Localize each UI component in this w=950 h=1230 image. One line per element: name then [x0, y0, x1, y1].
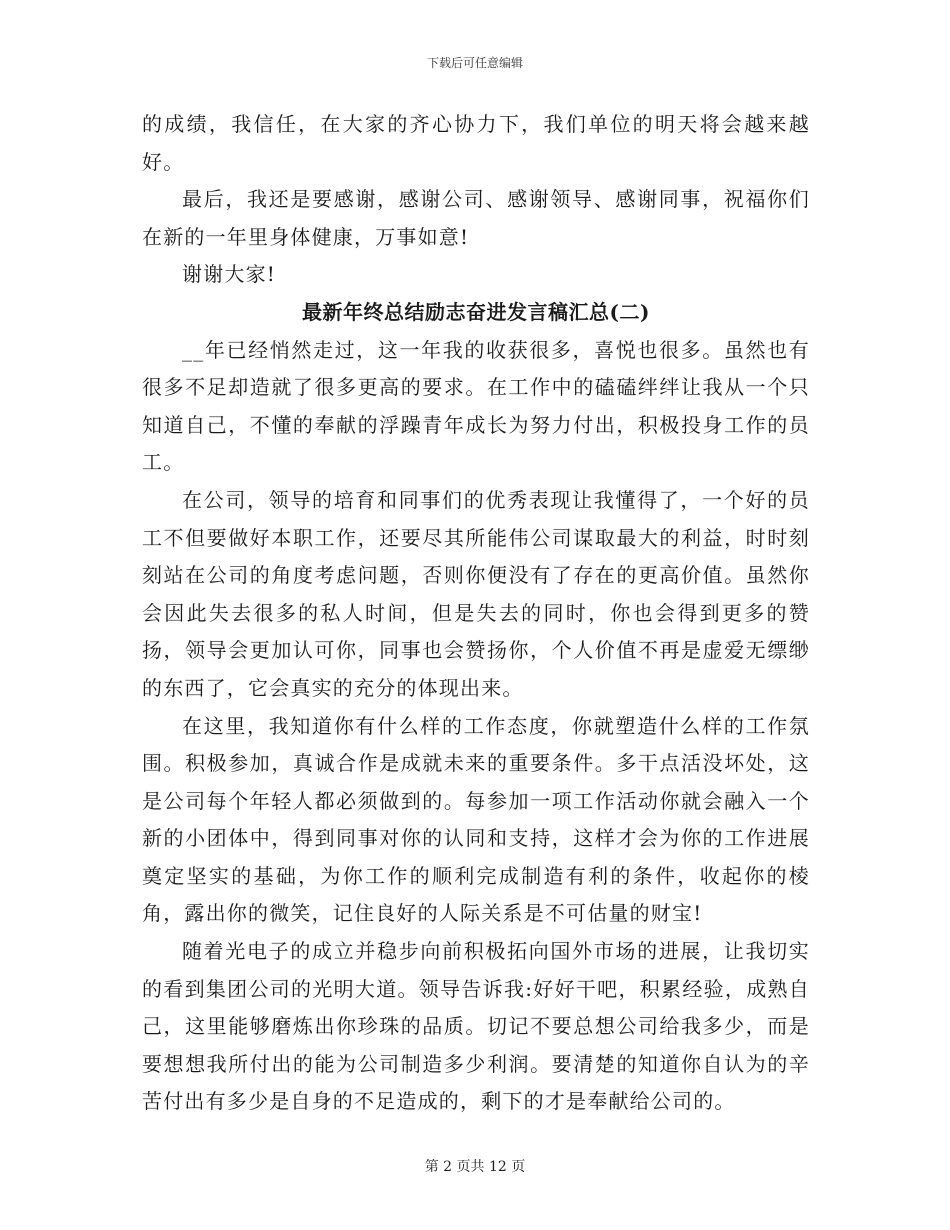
section-heading: 最新年终总结励志奋进发言稿汇总(二)	[302, 299, 650, 324]
paragraph-company: 在公司，领导的培育和同事们的优秀表现让我懂得了，一个好的员工不但要做好本职工作，还要尽其所能伟公司谋取最大的利益，时时刻刻站在公司的角度考虑问题，否则你便没有了存在的更高价值。虽然你会因此失去很多的私人时间，但是失去的同时，你也会得到更多的赞扬，领导会更加认可你，同事也会赞扬你，个人价值不再是虚爱无缥缈的东西了，它会真实的充分的体现出来。	[142, 487, 810, 700]
paragraph-future: 随着光电子的成立并稳步向前积极拓向国外市场的进展，让我切实的看到集团公司的光明大道。领导告诉我:好好干吧，积累经验，成熟自己，这里能够磨炼出你珍珠的品质。切记不要总想公司给我多少，而是要想想我所付出的能为公司制造多少利润。要清楚的知道你自认为的辛苦付出有多少是自身的不足造成的，剩下的才是奉献给公司的。	[142, 939, 810, 1114]
paragraph-intro: __年已经悄然走过，这一年我的收获很多，喜悦也很多。虽然也有很多不足却造就了很多更高的要求。在工作中的磕磕绊绊让我从一个只知道自己，不懂的奉献的浮躁青年成长为努力付出，积极投身工作的员工。	[142, 337, 810, 475]
page-header: 下载后可任意编辑	[426, 56, 523, 70]
document-body	[142, 106, 810, 1121]
page-footer: 第 2 页共 12 页	[424, 1159, 526, 1175]
paragraph-thanks: 最后，我还是要感谢，感谢公司、感谢领导、感谢同事，祝福你们在新的一年里身体健康，万事如意!	[142, 187, 810, 249]
paragraph-attitude: 在这里，我知道你有什么样的工作态度，你就塑造什么样的工作氛围。积极参加，真诚合作是成就未来的重要条件。多干点活没坏处，这是公司每个年轻人都必须做到的。每参加一项工作活动你就会融入一个新的小团体中，得到同事对你的认同和支持，这样才会为你的工作进展奠定坚实的基础，为你工作的顺利完成制造有利的条件，收起你的棱角，露出你的微笑，记住良好的人际关系是不可估量的财宝!	[142, 713, 810, 926]
paragraph-closing: 谢谢大家!	[182, 262, 277, 287]
paragraph-continued: 的成绩，我信任，在大家的齐心协力下，我们单位的明天将会越来越好。	[142, 112, 810, 174]
